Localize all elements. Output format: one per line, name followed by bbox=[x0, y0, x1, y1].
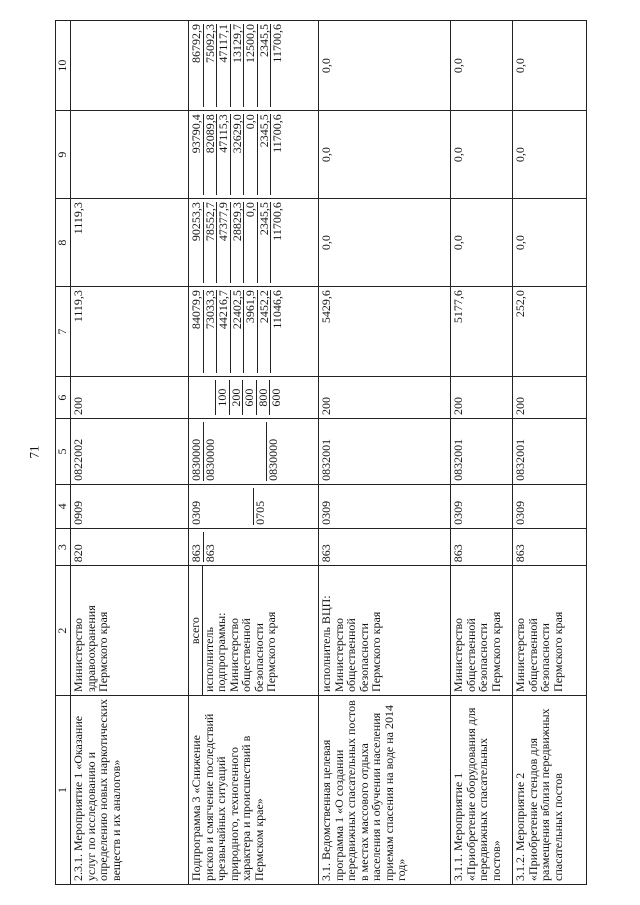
table-row bbox=[451, 21, 513, 885]
value-line: 32629,0 bbox=[231, 114, 245, 195]
target-code: 0822002 bbox=[71, 418, 189, 484]
value-2017: 0,0 bbox=[451, 21, 513, 111]
value-line: 82089,8 bbox=[204, 114, 218, 195]
value-line: 11700,6 bbox=[270, 24, 284, 63]
value-line: 93790,4 bbox=[190, 114, 204, 195]
executor: исполнитель ВЦП: Министерство общественной безопасности Пермского края bbox=[319, 566, 451, 696]
code-line: 200 bbox=[230, 380, 244, 415]
value-line: 2452,2 bbox=[258, 290, 272, 373]
value-line: 11046,6 bbox=[270, 290, 284, 329]
value-2015: 0,0 bbox=[451, 199, 513, 287]
code-line: 0830000 bbox=[266, 438, 280, 481]
header-cell: 7 bbox=[56, 287, 71, 377]
value-2014: 5429,6 bbox=[319, 287, 451, 377]
budget-table bbox=[55, 20, 587, 885]
value-line: 2345,5 bbox=[258, 24, 272, 107]
target-code: 0832001 bbox=[319, 418, 451, 484]
value-line: 13129,7 bbox=[231, 24, 245, 107]
value-line: 86792,9 bbox=[190, 24, 204, 107]
value-2015 bbox=[189, 199, 319, 287]
code-line: 0830000 bbox=[190, 422, 204, 481]
header-cell: 1 bbox=[56, 695, 71, 884]
value-2015: 0,0 bbox=[513, 199, 587, 287]
code-line bbox=[229, 422, 242, 481]
value-2014: 5177,6 bbox=[451, 287, 513, 377]
header-cell: 3 bbox=[56, 528, 71, 565]
header-cell: 9 bbox=[56, 111, 71, 199]
table-row bbox=[513, 21, 587, 885]
code-line: 0830000 bbox=[202, 438, 217, 481]
table-row bbox=[71, 21, 189, 885]
value-line: 22402,5 bbox=[231, 290, 245, 373]
ministry-code: 863 bbox=[451, 528, 513, 565]
rotated-table-container bbox=[55, 20, 620, 885]
expense-type: 200 bbox=[319, 377, 451, 419]
header-cell: 4 bbox=[56, 484, 71, 528]
section-code bbox=[189, 484, 319, 528]
page-number: 71 bbox=[26, 445, 42, 459]
value-line: 11700,6 bbox=[270, 114, 284, 153]
value-line: 12500,0 bbox=[244, 24, 258, 107]
value-2017 bbox=[189, 21, 319, 111]
value-2016: 0,0 bbox=[319, 111, 451, 199]
header-cell: 8 bbox=[56, 199, 71, 287]
expense-type: 200 bbox=[513, 377, 587, 419]
value-line: 47115,3 bbox=[217, 114, 231, 195]
row-title: 3.1.1. Мероприятие 1 «Приобретение оборудования для передвижных спасательных постов» bbox=[451, 695, 513, 884]
code-line: 800 bbox=[257, 380, 271, 415]
executor: Министерство общественной безопасности Пермского края bbox=[451, 566, 513, 696]
section-code: 0909 bbox=[71, 484, 189, 528]
section-code: 0309 bbox=[513, 484, 587, 528]
value-line: 73033,3 bbox=[204, 290, 218, 373]
table-row bbox=[319, 21, 451, 885]
value-2016 bbox=[189, 111, 319, 199]
value-2016 bbox=[71, 111, 189, 199]
value-line: 0,0 bbox=[244, 202, 258, 283]
executor: Министерство общественной безопасности Пермского края bbox=[513, 566, 587, 696]
value-2016: 0,0 bbox=[513, 111, 587, 199]
value-line: 90253,3 bbox=[190, 202, 204, 283]
value-2014 bbox=[189, 287, 319, 377]
value-2015: 1119,3 bbox=[71, 199, 189, 287]
code-line: 100 bbox=[216, 380, 230, 415]
code-line bbox=[203, 380, 217, 415]
value-line: 11700,6 bbox=[270, 202, 284, 241]
executor-total: всего bbox=[189, 566, 203, 695]
value-line: 28829,3 bbox=[231, 202, 245, 283]
row-title: 2.3.1. Мероприятие 1 «Оказание услуг по исследованию и определению новых наркотических веществ и их аналогов» bbox=[71, 695, 189, 884]
expense-type: 200 bbox=[71, 377, 189, 419]
section-code: 0309 bbox=[451, 484, 513, 528]
value-line: 84079,9 bbox=[190, 290, 204, 373]
header-cell: 6 bbox=[56, 377, 71, 419]
value-2016: 0,0 bbox=[451, 111, 513, 199]
value-line: 47377,9 bbox=[217, 202, 231, 283]
code-line: 0309 bbox=[189, 500, 203, 525]
header-row bbox=[56, 21, 71, 885]
code-line bbox=[228, 488, 241, 525]
executor bbox=[189, 566, 319, 696]
value-line: 0,0 bbox=[244, 114, 258, 195]
ministry-code: 863 bbox=[513, 528, 587, 565]
ministry-code bbox=[189, 528, 319, 565]
value-line: 47117,1 bbox=[217, 24, 231, 107]
value-line: 3961,9 bbox=[244, 290, 258, 373]
value-2017 bbox=[71, 21, 189, 111]
value-line: 44216,7 bbox=[217, 290, 231, 373]
row-title: Подпрограмма 3 «Снижение рисков и смягчение последствий чрезвычайных ситуаций природного, техногенного характера и происшествий в Пермском крае» bbox=[189, 695, 319, 884]
code-line bbox=[241, 422, 254, 481]
value-2014: 1119,3 bbox=[71, 287, 189, 377]
code-line bbox=[254, 422, 268, 481]
value-line: 2345,5 bbox=[258, 202, 272, 283]
code-line bbox=[240, 488, 254, 525]
expense-type: 200 bbox=[451, 377, 513, 419]
ministry-code: 820 bbox=[71, 528, 189, 565]
row-title: 3.1.2. Мероприятие 2 «Приобретение стендов для размещения вблизи передвижных спасательных постов bbox=[513, 695, 587, 884]
target-code: 0832001 bbox=[513, 418, 587, 484]
table-row bbox=[189, 21, 319, 885]
header-cell: 2 bbox=[56, 566, 71, 696]
code-line: 600 bbox=[243, 380, 257, 415]
header-cell: 10 bbox=[56, 21, 71, 111]
code-line bbox=[216, 422, 229, 481]
header-cell: 5 bbox=[56, 418, 71, 484]
value-2014: 252,0 bbox=[513, 287, 587, 377]
section-code: 0309 bbox=[319, 484, 451, 528]
row-title: 3.1. Ведомственная целевая программа 1 «О создании передвижных спасательных постов в местах массового отдыха населения и обучении населения приемам спасения на воде на 2014 год» bbox=[319, 695, 451, 884]
value-2017: 0,0 bbox=[513, 21, 587, 111]
value-line: 78552,7 bbox=[204, 202, 218, 283]
value-line: 2345,5 bbox=[258, 114, 272, 195]
value-2017: 0,0 bbox=[319, 21, 451, 111]
code-line: 0705 bbox=[252, 500, 267, 525]
code-line bbox=[215, 488, 228, 525]
value-2015: 0,0 bbox=[319, 199, 451, 287]
ministry-code: 863 bbox=[319, 528, 451, 565]
executor-sub: исполнитель подпрограммы: Министерство общественной безопасности Пермского края bbox=[201, 611, 278, 692]
value-line: 75092,3 bbox=[204, 24, 218, 107]
code-line bbox=[203, 488, 216, 525]
code-line: 600 bbox=[269, 388, 283, 407]
expense-type bbox=[189, 377, 319, 419]
code-line: 863 bbox=[202, 544, 217, 563]
target-code: 0832001 bbox=[451, 418, 513, 484]
code-line bbox=[190, 380, 203, 415]
code-line: 863 bbox=[190, 532, 204, 562]
target-code bbox=[189, 418, 319, 484]
executor: Министерство здравоохранения Пермского края bbox=[71, 566, 189, 696]
